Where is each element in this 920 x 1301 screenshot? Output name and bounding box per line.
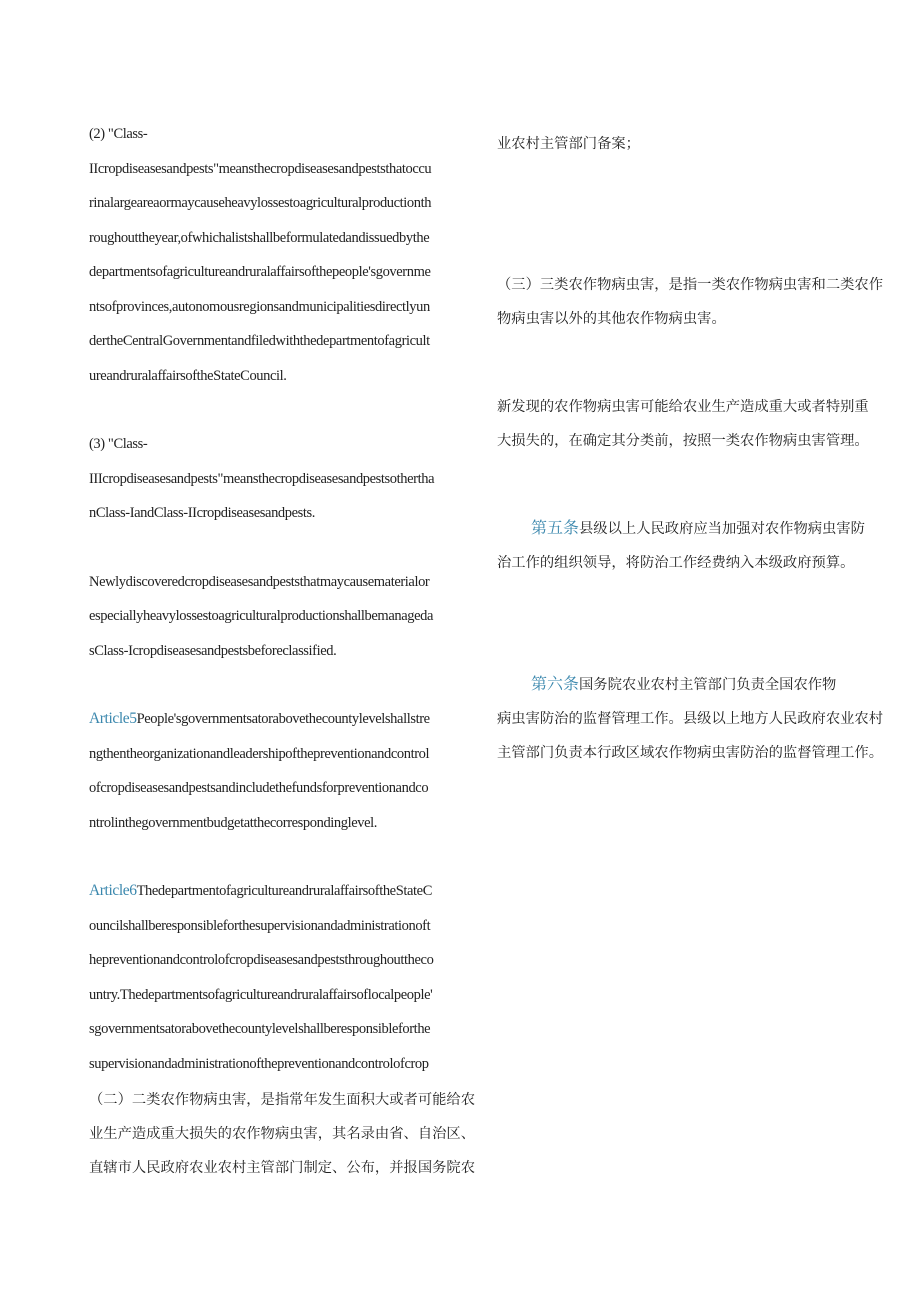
text-line: sClass-Icropdiseasesandpestsbeforeclassified. bbox=[89, 642, 337, 659]
article-label: Article6 bbox=[89, 882, 137, 899]
text-line: ngthentheorganizationandleadershipofthepreventionandcontrol bbox=[89, 745, 430, 762]
article-label: Article5 bbox=[89, 710, 137, 727]
text-line: IIIcropdiseasesandpests"meansthecropdiseasesandpestsotherthа bbox=[89, 470, 435, 487]
text-line bbox=[89, 874, 481, 909]
text-line: 新发现的农作物病虫害可能给农业生产造成重大或者特别重 bbox=[497, 399, 869, 415]
article-text: People'sgovernmentsatorabovethecountylevelshallstre bbox=[136, 711, 430, 727]
text-line: 业农村主管部门备案； bbox=[497, 136, 640, 152]
text-line: 治工作的组织领导，将防治工作经费纳入本级政府预算。 bbox=[497, 555, 855, 571]
text-line: untry.Thedepartmentsofagricultureandruralaffairsoflocalpeople' bbox=[89, 986, 433, 1003]
paragraph-newly-discovered-en bbox=[89, 565, 481, 669]
text-line: dertheCentralGovernmentandfiledwiththedepartmentofagricult bbox=[89, 333, 430, 349]
article-text: 县级以上人民政府应当加强对农作物病虫害防 bbox=[579, 521, 865, 537]
text-line: ouncilshallberesponsibleforthesupervisionandadministrationoft bbox=[89, 917, 431, 934]
text-line: 病虫害防治的监督管理工作。县级以上地方人民政府农业农村 bbox=[497, 711, 884, 727]
text-line: (3) "Class- bbox=[89, 436, 148, 452]
text-line: hepreventionandcontrolofcropdiseasesandpeststhroughouttheco bbox=[89, 952, 434, 968]
text-line: 物病虫害以外的其他农作物病虫害。 bbox=[497, 311, 726, 327]
text-line: 直辖市人民政府农业农村主管部门制定、公布，并报国务院农 bbox=[89, 1160, 476, 1176]
text-line: 主管部门负责本行政区域农作物病虫害防治的监督管理工作。 bbox=[497, 745, 884, 761]
article-text: ThedepartmentofagricultureandruralaffairsoftheStateC bbox=[136, 883, 432, 899]
paragraph-newly-discovered-zh bbox=[497, 390, 907, 458]
text-line bbox=[497, 668, 907, 702]
text-line: （三）三类农作物病虫害，是指一类农作物病虫害和二类农作 bbox=[497, 277, 884, 293]
article-text: 国务院农业农村主管部门负责全国农作物 bbox=[579, 677, 837, 693]
paragraph-class-ii-en bbox=[89, 117, 481, 393]
english-column bbox=[89, 117, 481, 1185]
text-line: ntrolinthegovernmentbudgetatthecorrespondinglevel. bbox=[89, 814, 378, 831]
text-line: 业生产造成重大损失的农作物病虫害，其名录由省、自治区、 bbox=[89, 1126, 476, 1142]
article-label: 第五条 bbox=[531, 520, 580, 537]
chinese-column bbox=[497, 127, 907, 770]
text-line: Newlydiscoveredcropdiseasesandpeststhatmaycausematerialor bbox=[89, 573, 430, 590]
text-line: 大损失的，在确定其分类前，按照一类农作物病虫害管理。 bbox=[497, 433, 869, 449]
paragraph-continuation-zh bbox=[497, 127, 907, 161]
article-label: 第六条 bbox=[531, 676, 580, 693]
text-line: ureandruralaffairsoftheStateCouncil. bbox=[89, 367, 287, 384]
paragraph-class-iii-zh bbox=[497, 268, 907, 336]
text-line: rinalargeareaormaycauseheavylossestoagriculturalproductionth bbox=[89, 195, 432, 211]
text-line: (2) "Class- bbox=[89, 126, 148, 142]
article-6-en bbox=[89, 874, 481, 1081]
text-line: especiallyheavylossestoagriculturalproductionshallbemanageda bbox=[89, 608, 434, 624]
article-5-en bbox=[89, 702, 481, 840]
article-6-zh bbox=[497, 668, 907, 770]
paragraph-class-iii-en bbox=[89, 427, 481, 531]
paragraph-class-ii-zh bbox=[89, 1083, 481, 1185]
text-line: departmentsofagricultureandruralaffairsofthepeople'sgovernme bbox=[89, 264, 431, 280]
text-line bbox=[497, 512, 907, 546]
article-5-zh bbox=[497, 512, 907, 580]
text-line: （二）二类农作物病虫害，是指常年发生面积大或者可能给农 bbox=[89, 1092, 476, 1108]
text-line: roughouttheyear,ofwhichalistshallbeformulatedandissuedbythe bbox=[89, 229, 430, 246]
text-line: sgovernmentsatorabovethecountylevelshallberesponsibleforthe bbox=[89, 1021, 431, 1037]
text-line: nClass-IandClass-IIcropdiseasesandpests. bbox=[89, 505, 316, 521]
text-line: supervisionandadministrationofthepreventionandcontrolofcrop bbox=[89, 1055, 429, 1072]
text-line: ntsofprovinces,autonomousregionsandmunicipalitiesdirectlyun bbox=[89, 298, 430, 315]
text-line bbox=[89, 702, 481, 737]
text-line: ofcropdiseasesandpestsandincludethefundsforpreventionandco bbox=[89, 780, 429, 796]
text-line: IIcropdiseasesandpests"meansthecropdiseasesandpeststhatoccu bbox=[89, 160, 432, 177]
